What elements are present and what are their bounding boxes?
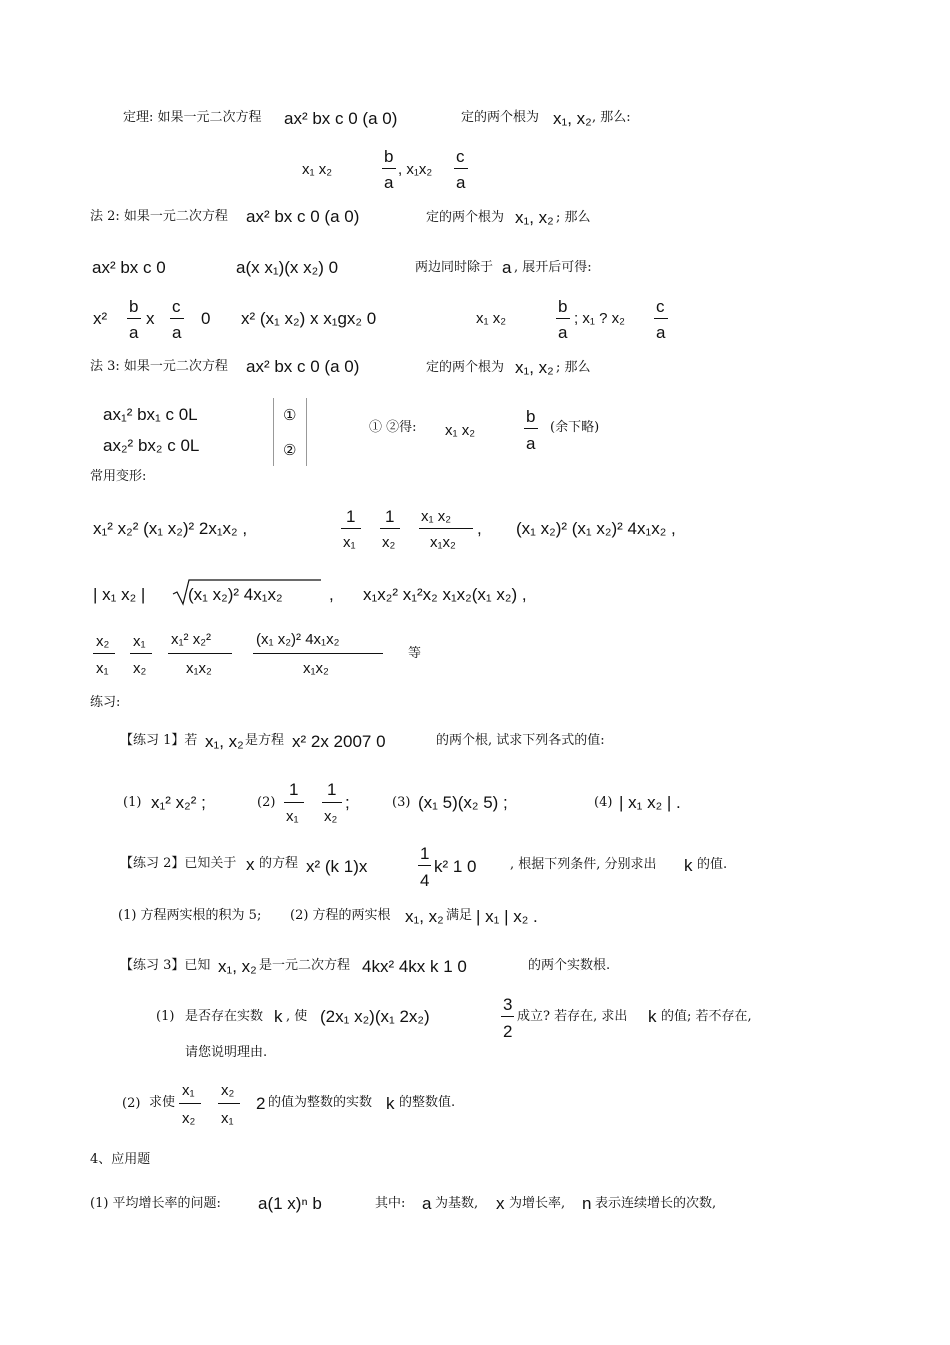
method2-line2-x2: x² [93,309,108,328]
method2-frac-c2-num: c [656,297,665,316]
ratio-frac2-den: x₂ [133,660,147,677]
method3-result-label: ① ②得: [369,420,417,435]
exercise2-condition1: (1) 方程两实根的积为 5; [118,908,262,923]
method3-system-eq2: ax₂² bx₂ c 0L [103,436,200,455]
exercise1-q2-frac2-num: 1 [327,780,337,799]
growth-rate-formula: a(1 x)ⁿ b [258,1194,322,1213]
method2-frac-b-num: b [129,297,139,316]
identity-abs-difference: | x₁ x₂ | [93,585,146,604]
exercise1-mid: 是方程 [245,733,285,748]
exercise3-q1-frac-num: 3 [503,995,513,1014]
theorem-product: , x₁x₂ [398,161,433,178]
growth-rate-a: a [422,1194,432,1213]
exercise1-q2-frac1-den: x₁ [286,808,299,825]
growth-rate-label: (1) 平均增长率的问题: [90,1196,221,1211]
method2-label: 法 2: 如果一元二次方程 [90,209,228,224]
exercise3-q1-number: (1) [156,1009,175,1024]
method2-line1-a: ax² bx c 0 [92,258,166,277]
identity-reciprocal-result-den: x₁x₂ [430,534,456,551]
fraction-bar [419,528,473,529]
theorem-frac-b-num: b [384,147,394,166]
method3-result-sum: x₁ x₂ [445,422,476,439]
method3-tail: ; 那么 [556,360,591,375]
exercise3-q2-text-a: 求使 [149,1095,176,1110]
exercise1-q1-number: (1) [123,795,142,810]
identity-reciprocal-den2: x₂ [382,534,396,551]
method2-frac-b-den: a [129,323,139,342]
exercise3-tail: 的两个实数根. [528,958,611,973]
ratio-frac4-num: (x₁ x₂)² 4x₁x₂ [256,631,340,648]
growth-rate-where: 其中: [375,1196,406,1211]
common-forms-label: 常用变形: [90,469,147,484]
exercise3-q1-equation: (2x₁ x₂)(x₁ 2x₂) [320,1007,430,1026]
method2-line2-zero: 0 [201,309,211,328]
ratio-frac3-num: x₁² x₂² [171,631,212,648]
method3-mid: 定的两个根为 [426,360,505,375]
exercise1-q4-number: (4) [594,795,613,810]
fraction-bar [501,1016,514,1017]
ratio-frac4-den: x₁x₂ [303,660,329,677]
exercise3-q1-k: k [274,1007,283,1026]
fraction-bar [168,653,232,654]
method3-frac-b-num: b [526,407,536,426]
method3-frac-b-den: a [526,434,536,453]
method2-line2-c: x₁ x₂ [476,310,507,327]
exercise1-tail: 的两个根, 试求下列各式的值: [436,733,605,748]
exercise2-condition2-roots: x₁, x₂ [405,907,444,926]
exercise3-q2-frac2-den: x₁ [221,1110,234,1127]
exercise3-q1-text-e: 请您说明理由. [185,1045,268,1060]
applications-heading: 4、应用题 [90,1152,151,1167]
exercise1-q1: x₁² x₂² ; [151,793,206,812]
fraction-bar [341,528,361,529]
ratio-frac3-den: x₁x₂ [186,660,212,677]
fraction-bar [524,428,538,429]
method2-mid: 定的两个根为 [426,210,505,225]
method2-roots: x₁, x₂ [515,208,554,227]
exercise3-q1-frac-den: 2 [503,1022,513,1041]
exercise1-q4: | x₁ x₂ | . [619,793,681,812]
fraction-bar [418,865,431,866]
exercise1-q3: (x₁ 5)(x₂ 5) ; [418,793,508,812]
fraction-bar [556,318,570,319]
exercise2-tail: , 根据下列条件, 分别求出 [510,857,657,872]
fraction-bar [382,168,396,169]
system-divider [306,398,307,466]
exercise2-condition2-equation: | x₁ | x₂ . [476,907,538,926]
exercise2-frac-num: 1 [420,844,430,863]
exercise2-tail2: 的值. [697,857,728,872]
exercise3-q1-k2: k [648,1007,657,1026]
exercise3-q2-frac2-num: x₂ [221,1082,235,1099]
identity-reciprocal-num2: 1 [385,507,395,526]
comma: , [477,519,482,538]
fraction-bar [454,168,468,169]
method2-line2-d: ; x₁ ? x₂ [574,310,625,327]
growth-rate-rate-text: 为增长率, [509,1196,566,1211]
exercise3-q2-frac1-num: x₁ [182,1082,195,1099]
growth-rate-x: x [496,1194,505,1213]
exercise3-q1-text-d: 的值; 若不存在, [661,1009,752,1024]
ratio-frac2-num: x₁ [133,633,146,650]
fraction-bar [179,1103,201,1104]
method2-line2-b: x² (x₁ x₂) x x₁gx₂ 0 [241,309,377,328]
exercise2-mid: 的方程 [259,856,299,871]
theorem-roots: x₁, x₂ [553,109,592,128]
fraction-bar [322,802,342,803]
identity-factorization: x₁x₂² x₁²x₂ x₁x₂(x₁ x₂) , [363,585,527,604]
method2-equation: ax² bx c 0 (a 0) [246,207,360,226]
exercise3-q2-number: (2) [122,1096,141,1111]
theorem-equation: ax² bx c 0 (a 0) [284,109,398,128]
fraction-bar [284,802,304,803]
method2-line1-d: a [502,258,512,277]
theorem-sum: x₁ x₂ [302,161,333,178]
theorem-frac-c-den: a [456,173,466,192]
semicolon: ; [345,793,350,812]
identity-sqrt-content: (x₁ x₂)² 4x₁x₂ [188,585,283,604]
exercise3-q2-text-c: 的整数值. [399,1095,456,1110]
theorem-tail: , 那么: [592,110,631,125]
comma: , [329,585,334,604]
theorem-frac-b-den: a [384,173,394,192]
exercise2-head: 【练习 2】已知关于 [120,856,237,871]
exercise3-q1-text-b: , 使 [286,1009,308,1024]
circle-two-marker: ② [283,441,297,459]
fraction-bar [170,318,184,319]
exercise1-q2-frac1-num: 1 [289,780,299,799]
fraction-bar [130,653,152,654]
identity-reciprocal-num1: 1 [346,507,356,526]
method2-tail: ; 那么 [556,210,591,225]
exercise1-head: 【练习 1】若 [120,733,198,748]
exercise3-roots: x₁, x₂ [218,957,257,976]
exercise2-eq-part1: x² (k 1)x [306,857,368,876]
method2-frac-c2-den: a [656,323,666,342]
method3-roots: x₁, x₂ [515,358,554,377]
growth-rate-count-text: 表示连续增长的次数, [595,1196,717,1211]
growth-rate-n: n [582,1194,592,1213]
exercise3-head: 【练习 3】已知 [120,958,211,973]
exercise2-frac-den: 4 [420,871,430,890]
theorem-frac-c-num: c [456,147,465,166]
fraction-bar [127,318,141,319]
ratio-frac1-num: x₂ [96,633,110,650]
circle-one-marker: ① [283,406,297,424]
fraction-bar [93,653,115,654]
exercise1-roots: x₁, x₂ [205,732,244,751]
theorem-mid: 定的两个根为 [461,110,540,125]
system-divider [273,398,274,466]
identity-sum-of-squares: x₁² x₂² (x₁ x₂)² 2x₁x₂ , [93,519,248,538]
exercise3-q1-text-c: 成立? 若存在, 求出 [517,1009,628,1024]
method2-line1-c: 两边同时除于 [415,260,494,275]
method2-line2-x: x [146,309,155,328]
exercise2-k: k [684,856,693,875]
fraction-bar [380,528,400,529]
method3-label: 法 3: 如果一元二次方程 [90,359,228,374]
exercises-label: 练习: [90,695,121,710]
fraction-bar [218,1103,240,1104]
etc-label: 等 [408,646,422,661]
method2-frac-b2-num: b [558,297,568,316]
method3-equation: ax² bx c 0 (a 0) [246,357,360,376]
ratio-frac1-den: x₁ [96,660,109,677]
exercise2-condition2: (2) 方程的两实根 [290,908,391,923]
method3-omitted-note: (余下略) [550,420,600,435]
exercise2-eq-part2: k² 1 0 [434,857,477,876]
exercise2-x: x [246,855,255,874]
exercise3-q2-k: k [386,1094,395,1113]
exercise2-condition2-mid: 满足 [446,908,473,923]
identity-difference-square: (x₁ x₂)² (x₁ x₂)² 4x₁x₂ , [516,519,676,538]
exercise3-equation: 4kx² 4kx k 1 0 [362,957,467,976]
fraction-bar [253,653,383,654]
exercise3-q2-text-b: 的值为整数的实数 [268,1095,373,1110]
exercise3-q1-text-a: 是否存在实数 [185,1009,264,1024]
method2-line1-e: , 展开后可得: [514,260,592,275]
method2-frac-c-num: c [172,297,181,316]
exercise3-q2-frac1-den: x₂ [182,1110,196,1127]
exercise3-q2-two: 2 [256,1094,266,1113]
method2-frac-c-den: a [172,323,182,342]
exercise3-mid: 是一元二次方程 [259,958,351,973]
exercise1-q3-number: (3) [392,795,411,810]
exercise1-q2-number: (2) [257,795,276,810]
method3-system-eq1: ax₁² bx₁ c 0L [103,405,198,424]
method2-frac-b2-den: a [558,323,568,342]
exercise1-q2-frac2-den: x₂ [324,808,338,825]
identity-reciprocal-den1: x₁ [343,534,356,551]
theorem-label: 定理: 如果一元二次方程 [123,110,262,125]
identity-reciprocal-result-num: x₁ x₂ [421,508,452,525]
growth-rate-base-text: 为基数, [435,1196,479,1211]
method2-line1-b: a(x x₁)(x x₂) 0 [236,258,339,277]
fraction-bar [654,318,668,319]
exercise1-equation: x² 2x 2007 0 [292,732,386,751]
